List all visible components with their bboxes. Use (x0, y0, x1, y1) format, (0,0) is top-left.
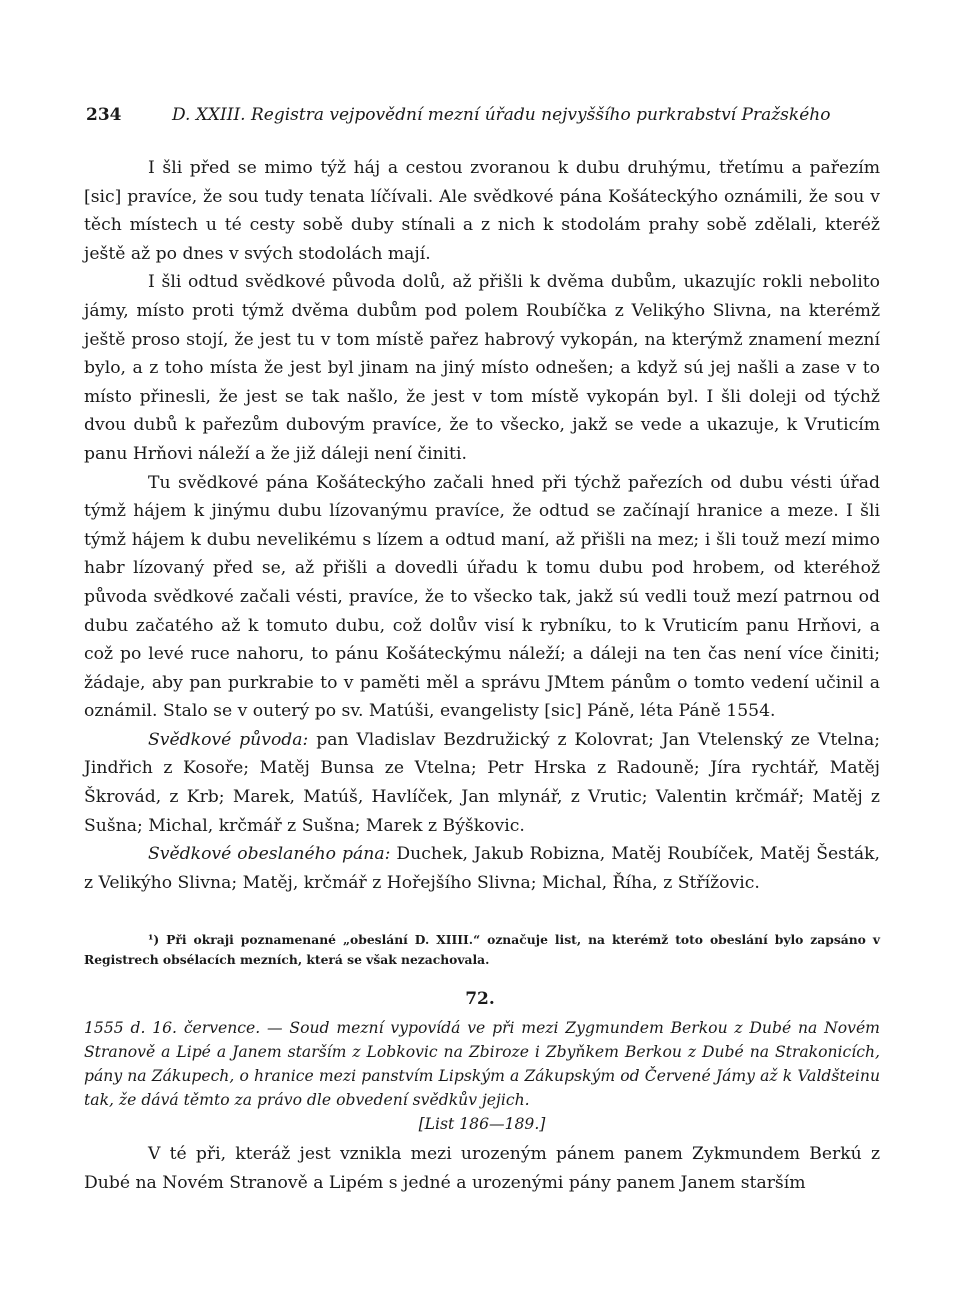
document-number: 72. (465, 989, 495, 1009)
regest (84, 1016, 880, 1136)
paragraph: I šli odtud svědkové původa dolů, až přišli k dvěma dubům, ukazujíc rokli nebolito jámy, místo proti týmž dvěma dubům pod polem Roubíčka z Velikýho Slivna, na kterémž ještě proso stojí, že jest tu v tom místě pařez habrový vykopán, na kterýmž znamení mezní bylo, a z toho místa že jest byl jinam na jiný místo odnešen; a když sú jej našli a zase v to místo přinesli, že jest se tak našlo, že jest v tom místě vykopán byl. I šli doleji od týchž dvou dubů k pařezům dubovým pravíce, že to všecko, jakž se vede a ukazuje, k Vruticím panu Hrňovi náleží a že již dáleji není činiti. (84, 272, 880, 464)
folio-reference: [List 186—189.] (418, 1115, 546, 1133)
regest-body (84, 1016, 880, 1112)
page-number: 234 (86, 105, 122, 125)
regest-date: 1555 d. 16. července. (84, 1019, 261, 1037)
running-title: D. XXIII. Registra vejpovědní mezní úřadu nejvyššího purkrabství Pražského (172, 105, 831, 125)
footnote-text: ¹) Při okraji poznamenané „obeslání D. XIIII.“ označuje list, na kterémž toto obeslání bylo zapsáno v Registrech obsélacích mezních, která se však nezachovala. (84, 932, 880, 967)
running-header (86, 104, 886, 126)
footnote (84, 930, 880, 970)
witness-label: Svědkové obeslaného pána: (148, 844, 391, 865)
regest-text: — Soud mezní vypovídá ve při mezi Zygmundem Berkou z Dubé na Novém Stranově a Lipé a Janem starším z Lobkovic na Zbiroze i Zbyňkem Berkou z Dubé na Strakonicích, pány na Zákupech, o hranice mezi panstvím Lipským a Zákupským od Červené Jámy až k Valdšteinu tak, že dává těmto za právo dle obvedení svědkův jejich. (84, 1019, 880, 1109)
witness-list-plaintiff (84, 726, 880, 840)
paragraph: Tu svědkové pána Košáteckýho začali hned při týchž pařezích od dubu vésti úřad týmž hájem k jinýmu dubu lízovanýmu pravíce, že odtud se začínají hranice a meze. I šli týmž hájem k dubu nevelikému s lízem a odtud maní, až přišli na mez; i šli touž mezí mimo habr lízovaný před se, až přišli a dovedli úřadu k tomu dubu pod hrobem, od kteréhož původa svědkové začali vésti, pravíce, že to všecko tak, jakž sú vedli touž mezí patrnou od dubu začatého až k tomuto dubu, což dolův visí k rybníku, to k Vruticím panu Hrňovi, a což po levé ruce nahoru, to pánu Košáteckýmu náleží; a dáleji na ten čas není více činiti; žádaje, aby pan purkrabie to v paměti měl a správu JMtem pánům o tomto vedení učinil a oznámil. Stalo se v outerý po sv. Matúši, evangelisty [sic] Páně, léta Páně 1554. (84, 472, 880, 722)
witness-label: Svědkové původa: (148, 729, 309, 750)
witness-names: Duchek, Jakub Robizna, Matěj Roubíček, Matěj Šesták, z Velikýho Slivna; Matěj, krčmář z Hořejšího Slivna; Michal, Říha, z Střížovic. (84, 844, 880, 893)
paragraph: I šli před se mimo týž háj a cestou zvoranou k dubu druhýmu, třetímu a pařezím [sic] pravíce, že sou tudy tenata líčívali. Ale svědkové pána Košáteckýho oznámili, že sou v těch místech u té cesty sobě duby stínali a z nich k stodolám prahy sobě zdělali, kteréž ještě až po dnes v svých stodolách mají. (84, 158, 880, 264)
main-text (84, 154, 880, 897)
witness-names: pan Vladislav Bezdružický z Kolovrat; Jan Vtelenský ze Vtelna; Jindřich z Kosoře; Matěj Bunsa ze Vtelna; Petr Hrska z Radouně; Jíra rychtář, Matěj Škrovád, z Krb; Marek, Matúš, Havlíček, Jan mlynář, z Vrutic; Valentin krčmář; Matěj z Sušna; Michal, krčmář z Sušna; Marek z Býškovic. (84, 729, 881, 836)
paragraph: V té při, kteráž jest vznikla mezi urozeným pánem panem Zykmundem Berkú z Dubé na Novém Stranově a Lipém s jedné a urozenými pány panem Janem starším (84, 1144, 880, 1193)
document-text (84, 1140, 880, 1197)
witness-list-summoned (84, 840, 880, 897)
